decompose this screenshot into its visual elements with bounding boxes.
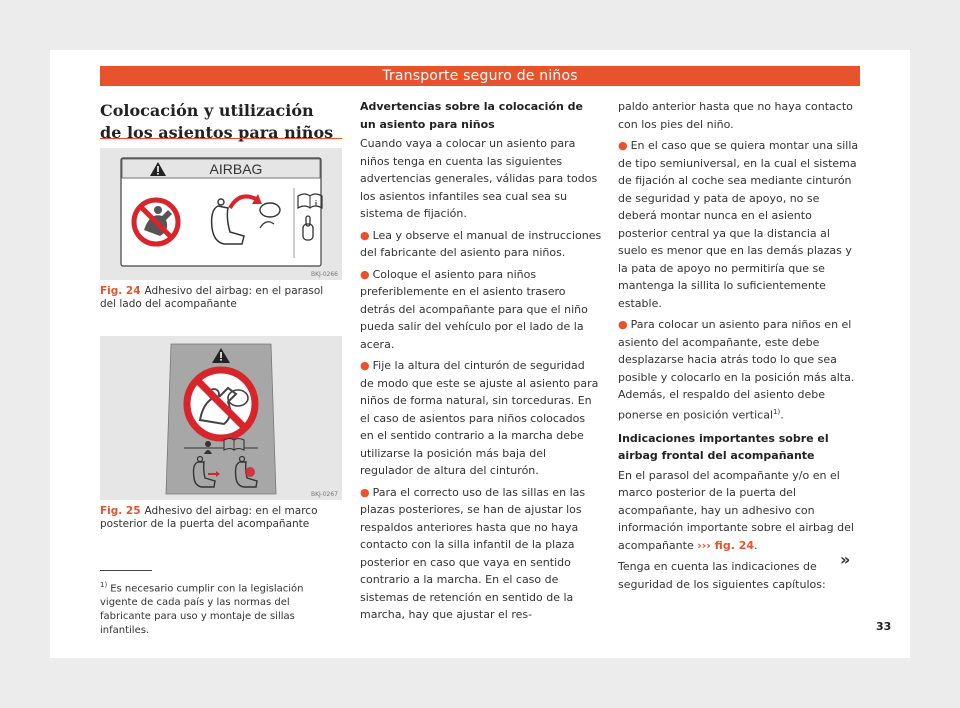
figure-24-caption: [100, 285, 342, 311]
no-child-seat-icon: [134, 200, 178, 244]
bullet-icon: ●: [360, 359, 370, 372]
bullet-icon: ●: [360, 267, 370, 281]
caption-text: Adhesivo del airbag: en el marco posterior de la puerta del acompañante: [100, 505, 318, 530]
airbag-indications-heading: Indicaciones importantes sobre el airbag frontal del acompañante: [618, 431, 829, 463]
continue-next-page-icon: »: [840, 550, 851, 569]
airbag-sticker-illustration: [100, 148, 342, 280]
footnote-marker: 1): [100, 581, 108, 589]
figure-25-airbag-sticker-door-frame: [100, 336, 342, 500]
bullet-item: ● Fije la altura del cinturón de seguridad de modo que este se ajuste al asiento para niños de forma natural, sin torceduras. En el caso de asientos para niños colocados en el sentido contrario a la marcha debe utilizarse la posición más baja del regulador de altura del cinturón.: [360, 359, 599, 477]
manual-book-icon: [224, 439, 244, 451]
bullet-item: ● Para el correcto uso de las sillas en las plazas posteriores, se han de ajustar los respaldos anteriores hasta que no haya contacto con la silla infantil de la plaza posterior en caso que vaya en sentido contrario a la marcha. En el caso de sistemas de retención en sentido de la marcha, hay que ajustar el res-: [360, 485, 586, 621]
airbag-label: AIRBAG: [209, 161, 263, 177]
svg-text:i: i: [314, 199, 318, 208]
bullet-icon: ●: [360, 485, 370, 499]
page-number: 33: [876, 620, 892, 633]
figure-25-caption: [100, 505, 342, 531]
footnote-marker: 1): [773, 407, 781, 416]
door-sticker-illustration: [100, 336, 342, 500]
intro-paragraph: Cuando vaya a colocar un asiento para niños tenga en cuenta las siguientes advertencias generales, válidas para todos los asientos infantiles sea cual sea su sistema de fijación.: [360, 137, 598, 220]
footnote-text: Es necesario cumplir con la legislación vigente de cada país y las normas del fabricante para uso y montaje de sillas infantiles.: [100, 583, 304, 637]
child-seat-warnings-heading: Advertencias sobre la colocación de un asiento para niños: [360, 100, 583, 131]
text-column-3: [618, 98, 860, 597]
figure-24-airbag-sticker-sunvisor: [100, 148, 342, 280]
no-child-seat-icon: [187, 370, 255, 438]
figure-ref: Fig. 24: [100, 285, 141, 297]
figure-code: BKJ-0266: [310, 271, 338, 278]
caption-text: Adhesivo del airbag: en el parasol del lado del acompañante: [100, 285, 324, 310]
bullet-icon: ●: [618, 139, 628, 152]
bullet-item: ● En el caso que se quiera montar una silla de tipo semiuniversal, en la cual el sistema de fijación al coche sea mediante cinturón de seguridad y pata de apoyo, no se deberá montar nunca en el asiento posterior central ya que la distancia al suelo es menor que en las demás plazas y la pata de apoyo no permitiría que se mantenga la sillita lo suficientemente estable.: [618, 139, 859, 310]
bullet-icon: ●: [360, 228, 370, 242]
text-column-2: [360, 98, 602, 628]
title-underline: [100, 138, 342, 139]
fig-24-link[interactable]: ››› fig. 24: [697, 538, 755, 552]
continuation-paragraph: paldo anterior hasta que no haya contacto con los pies del niño.: [618, 100, 853, 131]
footnote: [100, 578, 342, 638]
section-title: Colocación y utilización de los asientos para niños: [100, 101, 334, 142]
bullet-icon: ●: [618, 318, 628, 331]
bullet-item: ● Coloque el asiento para niños preferiblemente en el asiento trasero detrás del acompañante para que el niño pueda salir del vehículo por el lado de la acera.: [360, 267, 588, 351]
paragraph: Tenga en cuenta las indicaciones de seguridad de los siguientes capítulos:: [618, 560, 826, 591]
bullet-item: ● Lea y observe el manual de instrucciones del fabricante del asiento para niños.: [360, 228, 602, 259]
paragraph: En el parasol del acompañante y/o en el marco posterior de la puerta del acompañante, hay un adhesivo con información importante sobre el airbag del acompañante ››› fig. 24.: [618, 468, 854, 552]
chapter-header: Transporte seguro de niños: [100, 66, 860, 86]
footnote-divider: [100, 570, 152, 571]
manual-page: [50, 50, 910, 658]
bullet-item: ● Para colocar un asiento para niños en el asiento del acompañante, este debe desplazarse hacia atrás todo lo que sea posible y colocarlo en la posición más alta. Además, el respaldo del asiento debe ponerse en posición vertical$^{1)}$.: [618, 318, 855, 422]
figure-code: BKJ-0267: [310, 491, 338, 498]
figure-ref: Fig. 25: [100, 505, 141, 517]
